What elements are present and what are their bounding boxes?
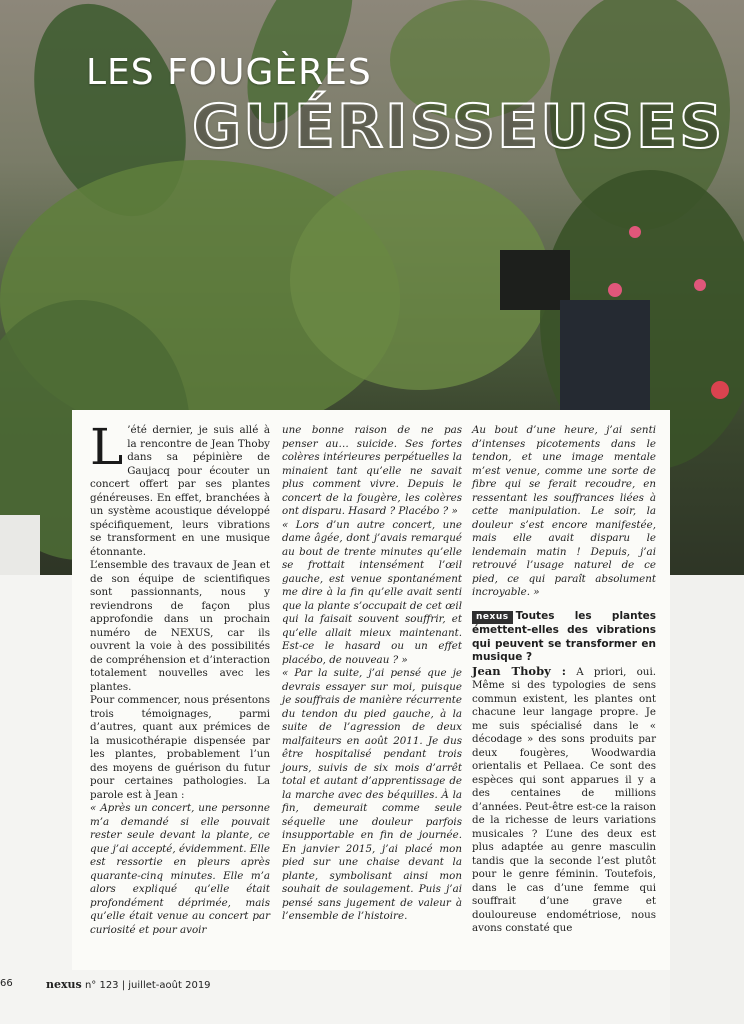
speaker-name: Jean Thoby :: [472, 663, 567, 678]
paragraph: « Lors d’un autre concert, une dame âgée, dont j’avais remarqué au bout de trente minutes qu’elle se frottait intensément l’œil gauche, est venue spontanément me dire à la fin qu’elle avait senti que la plante s’occupait de cet œil qui la faisait souvent souffrir, et qu’elle allait mieux maintenant. Est-ce le hasard ou un effet placébo, de nouveau ? »: [282, 518, 462, 666]
page-footer: [0, 978, 744, 1002]
issue-date: | juillet-août 2019: [121, 980, 211, 991]
column-3: [472, 424, 656, 936]
paragraph: Au bout d’une heure, j’ai senti d’intenses picotements dans le tendon, et une image mentale m’est venue, comme une sorte de fibre qui se ferait recoudre, en ressentant les souffrances liées à cette manipulation. Le soir, la douleur s’est encore manifestée, mais elle avait disparu le lendemain matin ! Depuis, j’ai retrouvé l’usage naturel de ce pied, ce qui paraît absolument incroyable. »: [472, 424, 656, 598]
paragraph: « Par la suite, j’ai pensé que je devrais essayer sur moi, puisque je souffrais de manière récurrente du tendon du pied gauche, à la suite de l’agression de deux malfaiteurs en août 2011. Je dus être hospitalisé pendant trois jours, suivis de six mois d’arrêt total et autant d’apprentissage de la marche avec des béquilles. À la fin, demeurait comme seule séquelle une douleur parfois insupportable en fin de journée. En janvier 2015, j’ai placé mon pied sur une chaise devant la plante, symbolisant ainsi mon souhait de soulagement. Puis j’ai pensé sans jugement de valeur à l’ensemble de l’histoire.: [282, 667, 462, 922]
paragraph: L’ensemble des travaux de Jean et de son équipe de scientifiques sont passionnants, nous y reviendrons de façon plus approfondie dans un prochain numéro de NEXUS, car ils ouvrent la voie à des possibilités de compréhension et d’interaction totalement nouvelles avec les plantes.: [90, 559, 270, 693]
paragraph: « Après un concert, une personne m’a demandé si elle pouvait rester seule devant la plante, ce que j’ai accepté, évidemment. Elle est ressortie en pleurs après quarante-cinq minutes. Elle m’a alors expliqué qu’elle était profondément déprimée, mais qu’elle était venue au concert par curiosité et pour avoir: [90, 802, 270, 936]
issue-info: [46, 978, 211, 991]
paragraph: une bonne raison de ne pas penser au… suicide. Ses fortes colères intérieures perpétuelles la minaient tant qu’elle ne savait plus comment vivre. Depuis le concert de la fougère, les colères ont disparu. Hasard ? Placébo ? »: [282, 424, 462, 517]
drop-cap: L: [90, 418, 124, 476]
nexus-badge: nexus: [472, 611, 513, 625]
paragraph: A priori, oui. Même si des typologies de sens commun existent, les plantes ont chacune leur langage propre. Je me suis spécialisé dans le « décodage » des sons produits par deux fougères, Woodwardia orientalis et Pellaea. Ce sont des espèces qui sont apparues il y a des centaines de millions d’années. Peut-être est-ce la raison de la richesse de leurs variations musicales ? L’une des deux est plus adaptée au genre masculin tandis que la seconde l’est plutôt pour le genre féminin. Toutefois, dans le cas d’une femme qui souffrait d’une grave et douloureuse endométriose, nous avons constaté que: [472, 665, 657, 934]
column-1: [90, 418, 270, 937]
column-2: [282, 424, 462, 924]
paragraph: Pour commencer, nous présentons trois témoignages, parmi d’autres, quant aux prémices de la musicothérapie dispensée par les plantes, probablement l’un des moyens de guérison du futur pour certaines pathologies. La parole est à Jean :: [90, 694, 270, 801]
title-line-2: GUÉRISSEUSES: [192, 92, 725, 162]
page-number: 66: [0, 978, 13, 989]
issue-number: n° 123: [84, 980, 119, 991]
article-body: [72, 410, 670, 970]
title-line-1: LES FOUGÈRES: [86, 52, 372, 93]
magazine-logo: nexus: [46, 978, 82, 991]
question-text: Toutes les plantes émettent-elles des vibrations qui peuvent se transformer en musique ?: [472, 609, 656, 663]
interview-question: [472, 610, 656, 665]
paragraph: ’été dernier, je suis allé à la rencontre de Jean Thoby dans sa pépinière de Gaujacq pour écouter un concert offert par ses plantes généreuses. En effet, branchées à un système acoustique développé spécifiquement, leurs vibrations se transforment en une musique étonnante.: [90, 424, 270, 558]
page-margin: [670, 575, 744, 1024]
